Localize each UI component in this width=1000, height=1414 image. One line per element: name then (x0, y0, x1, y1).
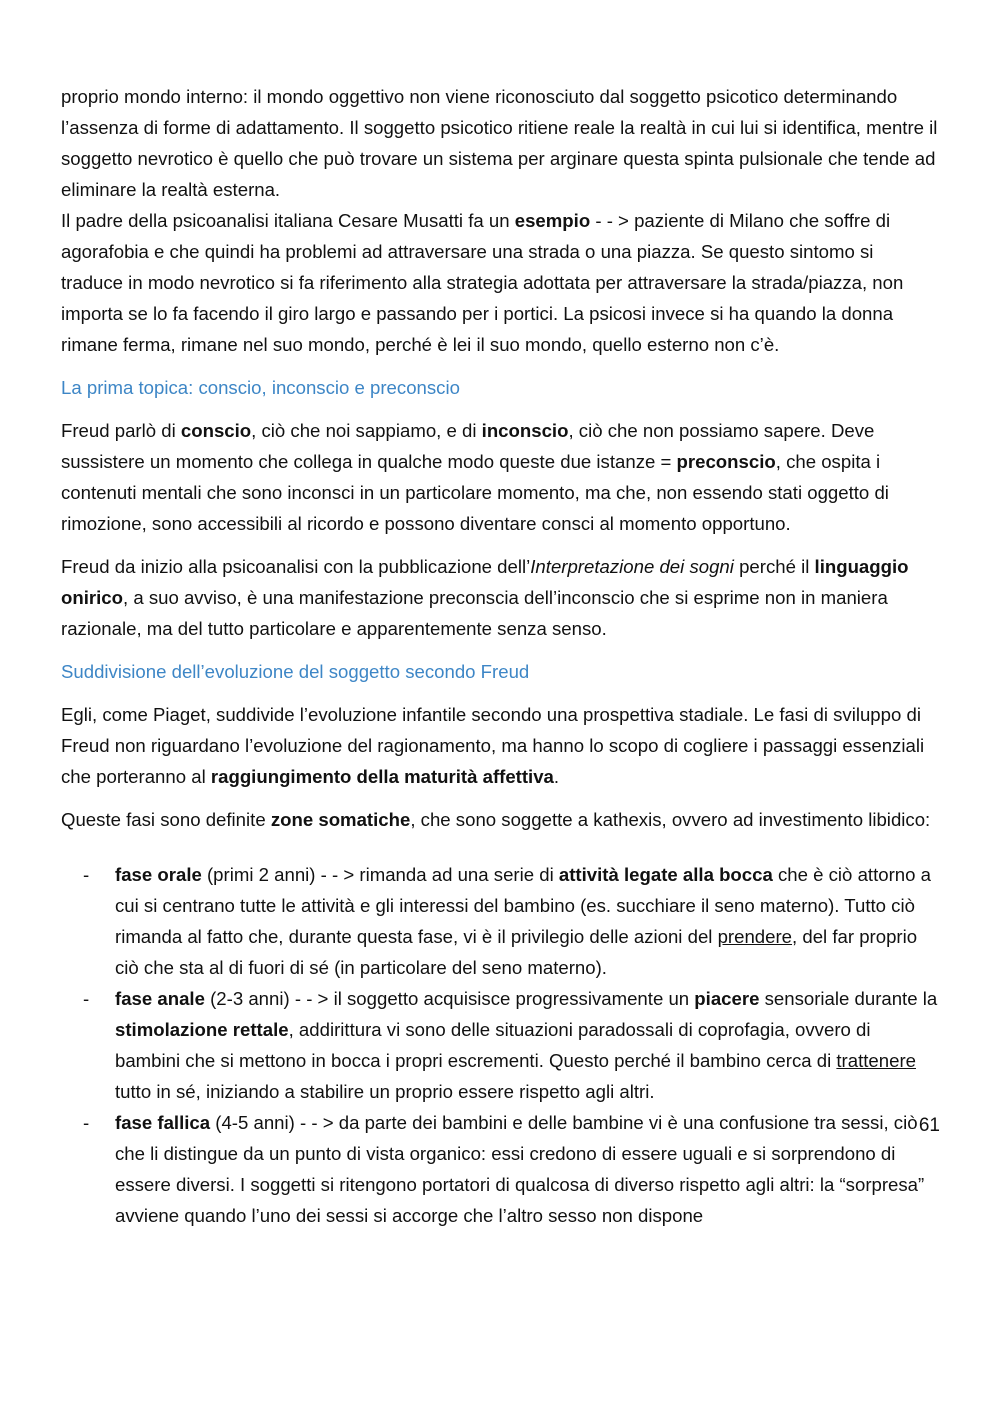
list-item-fase-anale: - fase anale (2-3 anni) - - > il soggetto acquisisce progressivamente un piacere sensoriale durante la stimolazione rettale, addirittura vi sono delle situazioni paradossali di coprofagia, ovvero di bambini che si mettono in bocca i propri escrementi. Questo perché il bambino cerca di trattenere tutto in sé, iniziando a stabilire un proprio essere rispetto agli altri. (61, 983, 939, 1107)
page-number: 61 (918, 1115, 940, 1136)
underlined-term: trattenere (836, 1050, 916, 1071)
bold-term: zone somatiche (270, 809, 411, 830)
list-item-fase-fallica: - fase fallica (4-5 anni) - - > da parte dei bambini e delle bambine vi è una confusione tra sessi, ciò che li distingue da un punto di vista organico: essi credono di essere uguali e si sorprendono di essere diversi. I soggetti si ritengono portatori di qualcosa di diverso rispetto agli altri: la “sorpresa” avviene quando l’uno dei sessi si accorge che l’altro sesso non dispone (61, 1107, 939, 1231)
section2-paragraph-2: Queste fasi sono definite zone somatiche, che sono soggette a kathexis, ovvero ad investimento libidico: (61, 809, 931, 830)
section1-paragraph-1: Freud parlò di conscio, ciò che noi sappiamo, e di inconscio, ciò che non possiamo sapere. Deve sussistere un momento che collega in qualche modo queste due istanze = preconscio, che ospita i contenuti mentali che sono inconsci in un particolare momento, ma che, non essendo stati oggetto di rimozione, sono accessibili al ricordo e possono diventare consci al momento opportuno. (61, 420, 889, 534)
bold-term: raggiungimento della maturità affettiva (210, 766, 554, 787)
italic-title: Interpretazione dei sogni (530, 556, 734, 577)
bold-term: linguaggio onirico (61, 556, 909, 608)
bullet-dash: - (83, 1112, 90, 1133)
list-item-fase-orale: - fase orale (primi 2 anni) - - > rimanda ad una serie di attività legate alla bocca che è ciò attorno a cui si centrano tutte le attività e gli interessi del bambino (es. succhiare il seno materno). Tutto ciò rimanda al fatto che, durante questa fase, vi è il privilegio delle azioni del prendere, del far proprio ciò che sta al di fuori di sé (in particolare del seno materno). (61, 859, 939, 983)
bold-term: inconscio (481, 420, 569, 441)
intro-paragraph-1: proprio mondo interno: il mondo oggettivo non viene riconosciuto dal soggetto psicotico determinando l’assenza di forme di adattamento. Il soggetto psicotico ritiene reale la realtà in cui lui si identifica, mentre il soggetto nevrotico è quello che può trovare un sistema per arginare questa spinta pulsionale che tende ad eliminare la realtà esterna. Il padre della psicoanalisi italiana Cesare Musatti fa un esempio - - > paziente di Milano che soffre di agorafobia e che quindi ha problemi ad attraversare una strada o una piazza. Se questo sintomo si traduce in modo nevrotico si fa riferimento alla strategia adottata per attraversare la strada/piazza, non importa se lo fa facendo il giro largo e passando per i portici. La psicosi invece si ha quando la donna rimane ferma, rimane nel suo mondo, perché è lei il suo mondo, quello esterno non c’è. (61, 86, 938, 355)
section-heading-prima-topica: La prima topica: conscio, inconscio e preconscio (61, 377, 460, 398)
bullet-dash: - (83, 864, 90, 885)
bold-term: esempio (514, 210, 591, 231)
section2-paragraph-1: Egli, come Piaget, suddivide l’evoluzione infantile secondo una prospettiva stadiale. Le fasi di sviluppo di Freud non riguardano l’evoluzione del ragionamento, ma hanno lo scopo di cogliere i passaggi essenziali che porteranno al raggiungimento della maturità affettiva. (61, 704, 925, 787)
bold-term: conscio (180, 420, 252, 441)
bold-term: preconscio (676, 451, 776, 472)
phase-list (61, 859, 939, 1231)
section-heading-suddivisione: Suddivisione dell’evoluzione del soggetto secondo Freud (61, 661, 530, 682)
underlined-term: prendere (717, 926, 793, 947)
bullet-dash: - (83, 988, 90, 1009)
document-body (61, 81, 939, 1231)
section1-paragraph-2: Freud da inizio alla psicoanalisi con la pubblicazione dell’Interpretazione dei sogni perché il linguaggio onirico, a suo avviso, è una manifestazione preconscia dell’inconscio che si esprime non in maniera razionale, ma del tutto particolare e apparentemente senza senso. (61, 556, 909, 639)
